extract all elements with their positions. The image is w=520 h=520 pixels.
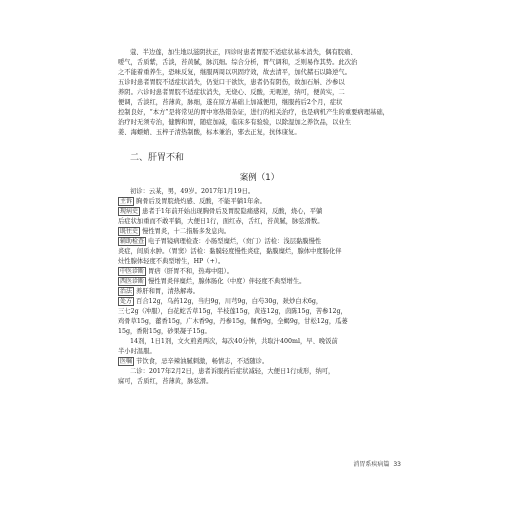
past-history-text: 慢性胃炎，十二指肠多发息肉。 <box>142 228 231 235</box>
page-number: 33 <box>393 461 401 468</box>
text-line: 后症状加重而不敢平躺，大便日1行，面红赤，舌红，苔黄腻，脉弦滑数。 <box>118 218 324 225</box>
case-title: 案例（1） <box>239 173 280 183</box>
prescription-line <box>118 297 401 307</box>
intro-paragraph <box>118 48 401 138</box>
text-line: 三七2g（冲服），白花蛇舌草15g，半枝莲15g，黄连12g，茵陈15g，苦参12g， <box>118 308 347 315</box>
second-visit-line: 二诊：2017年2月2日，患者诉服药后症状减轻，大便日1行成形，纳可， <box>130 368 335 375</box>
section-title: 二、肝胃不和 <box>130 153 185 163</box>
text-line: 治疗时无须专治，健脾和胃，随症加减，临床多有验验，以除湿加之养饮品，以业生 <box>118 119 351 126</box>
text-line: 嗳气，舌质紫，舌淡，苔黄腻，脉沉细。综合分析，胃气调和，乏则易作其势。此次治 <box>118 59 358 66</box>
text-line: 便调，舌淡红，苔薄黄，脉细，遂在原方基础上加减便用，继服药后2个月，症状 <box>118 99 343 106</box>
exam-tag: 辅助检查 <box>120 238 145 245</box>
tcm-diagnosis-tag: 中医诊断 <box>120 268 145 275</box>
text-line: 炎症，间质水肿。（胃窦）活检：黏膜轻度慢性炎症，黏膜糜烂，腺体中度肠化伴 <box>118 248 342 255</box>
text-line: 养阴。六诊时患者胃脘不适症状消失，无烧心、反酸，无呃逆，纳可，便黄实，二 <box>118 89 345 96</box>
book-page <box>118 48 401 468</box>
text-line: 之不能着重养生，恐味反复，继服两周以巩固疗效，故去清平，加代赭石以降逆气。 <box>118 69 351 76</box>
text-line: 寐可，舌质红，苔薄黄，脉弦滑。 <box>118 378 213 385</box>
prescription-text: 百合12g，乌药12g，当归9g，川芎9g，白芍30g，麸炒白术6g， <box>136 298 323 305</box>
page-footer <box>353 459 401 468</box>
exam-line <box>118 237 401 247</box>
past-history-tag: 既往史 <box>120 228 139 235</box>
history-tag: 现病史 <box>120 208 139 215</box>
tcm-diagnosis-text: 胃痞（肝胃不和，热毒中阻）。 <box>148 268 234 275</box>
wm-diagnosis-line <box>118 277 401 287</box>
text-line: 半小时温服。 <box>118 348 156 355</box>
history-line <box>118 207 401 217</box>
wm-diagnosis-text: 慢性胃炎伴糜烂，腺体肠化（中度）伴轻度不典型增生。 <box>148 278 306 285</box>
text-line: 灶性腺体轻度不典型增生，HP（+）。 <box>118 258 225 265</box>
dosage-line: 14剂，1日1剂，文火煎煮两次，每次40分钟，共取汁400ml，早、晚饭前 <box>130 338 338 345</box>
method-text: 养肝和胃，清热解毒。 <box>136 288 199 295</box>
past-history-line <box>118 227 401 237</box>
chief-complaint-tag: 主诉 <box>120 198 133 205</box>
text-line: 五诊时患者胃脘不适症状消失，仍觉口干欲饮，患者仍有阴伤，故加石斛、沙参以 <box>118 79 345 86</box>
method-tag: 治法 <box>120 288 133 295</box>
exam-text: 电子胃镜病理检查：小肠型糜烂，（贲门）活检：浅层黏膜慢性 <box>148 238 322 245</box>
text-line: 控制良好，“本方”是将常见的胃中寒热错杂证，进行的相关治疗，也是病机产生的重要病理基础， <box>118 109 389 116</box>
chief-complaint-line <box>118 197 401 207</box>
history-text: 患者于1年前开始出现胸骨后及胃脘隐痛感闷，反酸，烧心，平躺 <box>142 208 323 215</box>
tcm-diagnosis-line <box>118 267 401 277</box>
first-visit-line: 初诊：云某，男，49岁。2017年1月19日。 <box>130 188 255 195</box>
advice-text: 节饮食，忌辛辣油腻刺激，畅情志，不适随诊。 <box>136 358 269 365</box>
method-line <box>118 287 401 297</box>
prescription-tag: 处方 <box>120 298 133 305</box>
text-line: 鸡骨草15g，藿香15g，广木香9g，丹参15g，佩香9g，全蝎9g，甘松12g，瓜蒌 <box>118 318 348 325</box>
text-line: 蔻、半边莲，加生地以滋阴扶正，四诊时患者胃脘不适症状基本消失，偶有脘痛、 <box>130 49 357 56</box>
chief-complaint-text: 胸骨后及胃脘烧灼感、反酸，不能平躺1年余。 <box>136 198 266 205</box>
advice-tag: 医嘱 <box>120 358 133 365</box>
text-line: 15g，香附15g，砂果凝子15g。 <box>118 328 211 335</box>
wm-diagnosis-tag: 西医诊断 <box>120 278 145 285</box>
footer-label: 消胃系疾病篇 <box>353 461 390 468</box>
text-line: 姜、海螵蛸、玉梓子清热制酸，标本兼治，邪去正复，抗体康复。 <box>118 129 301 136</box>
advice-line <box>118 357 401 367</box>
